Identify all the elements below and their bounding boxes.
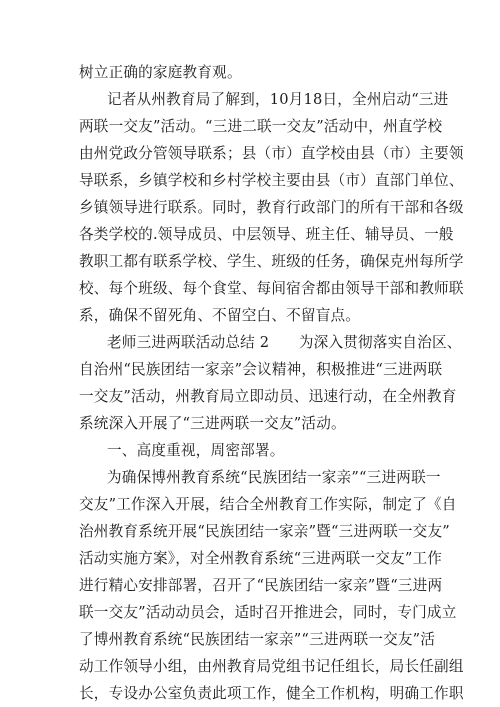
paragraph-line: 为确保博州教育系统“民族团结一家亲”“三进两联一 bbox=[107, 469, 441, 486]
paragraph-line: 一交友”活动，州教育局立即动员、迅速行动，在全州教育 bbox=[79, 388, 457, 405]
paragraph-line: 动工作领导小组，由州教育局党组书记任组长，局长任副组 bbox=[79, 658, 464, 675]
paragraph-line: 由州党政分管领导联系；县（市）直学校由县（市）主要领 bbox=[79, 145, 464, 162]
paragraph-line: 长，专设办公室负责此项工作，健全工作机构，明确工作职 bbox=[79, 685, 464, 702]
paragraph-line: 导联系，乡镇学校和乡村学校主要由县（市）直部门单位、 bbox=[79, 172, 464, 189]
subsection-heading: 一、高度重视，周密部署。 bbox=[107, 442, 285, 459]
paragraph-line: 校、每个班级、每个食堂、每间宿舍都由领导干部和教师联 bbox=[79, 280, 464, 297]
paragraph-line: 记者从州教育局了解到，10月18日，全州启动“三进 bbox=[107, 91, 449, 108]
paragraph-line: 乡镇领导进行联系。同时，教育行政部门的所有干部和各级 bbox=[79, 199, 464, 216]
paragraph-line: 治州教育系统开展“民族团结一家亲”暨“三进两联一交友” bbox=[79, 523, 450, 540]
section-heading-line: 老师三进两联活动总结 2 为深入贯彻落实自治区、 bbox=[107, 334, 462, 351]
paragraph-line: 进行精心安排部署，召开了“民族团结一家亲”暨“三进两 bbox=[79, 577, 443, 594]
paragraph-line: 交友”工作深入开展，结合全州教育工作实际，制定了《自 bbox=[79, 496, 457, 513]
paragraph-line: 两联一交友”活动。“三进二联一交友”活动中，州直学校 bbox=[79, 118, 443, 135]
paragraph-line: 自治州“民族团结一家亲”会议精神，积极推进“三进两联 bbox=[79, 361, 443, 378]
paragraph-line: 活动实施方案》，对全州教育系统“三进两联一交友”工作 bbox=[79, 550, 443, 567]
paragraph-line: 教职工都有联系学校、学生、班级的任务，确保克州每所学 bbox=[79, 253, 464, 270]
paragraph-line: 系，确保不留死角、不留空白、不留盲点。 bbox=[79, 307, 361, 324]
paragraph-line: 各类学校的.领导成员、中层领导、班主任、辅导员、一般 bbox=[79, 226, 454, 243]
paragraph-line: 了博州教育系统“民族团结一家亲”“三进两联一交友”活 bbox=[79, 631, 436, 648]
paragraph-line: 树立正确的家庭教育观。 bbox=[79, 64, 242, 81]
paragraph-line: 联一交友”活动动员会，适时召开推进会，同时，专门成立 bbox=[79, 604, 457, 621]
paragraph-line: 系统深入开展了“三进两联一交友”活动。 bbox=[79, 415, 346, 432]
